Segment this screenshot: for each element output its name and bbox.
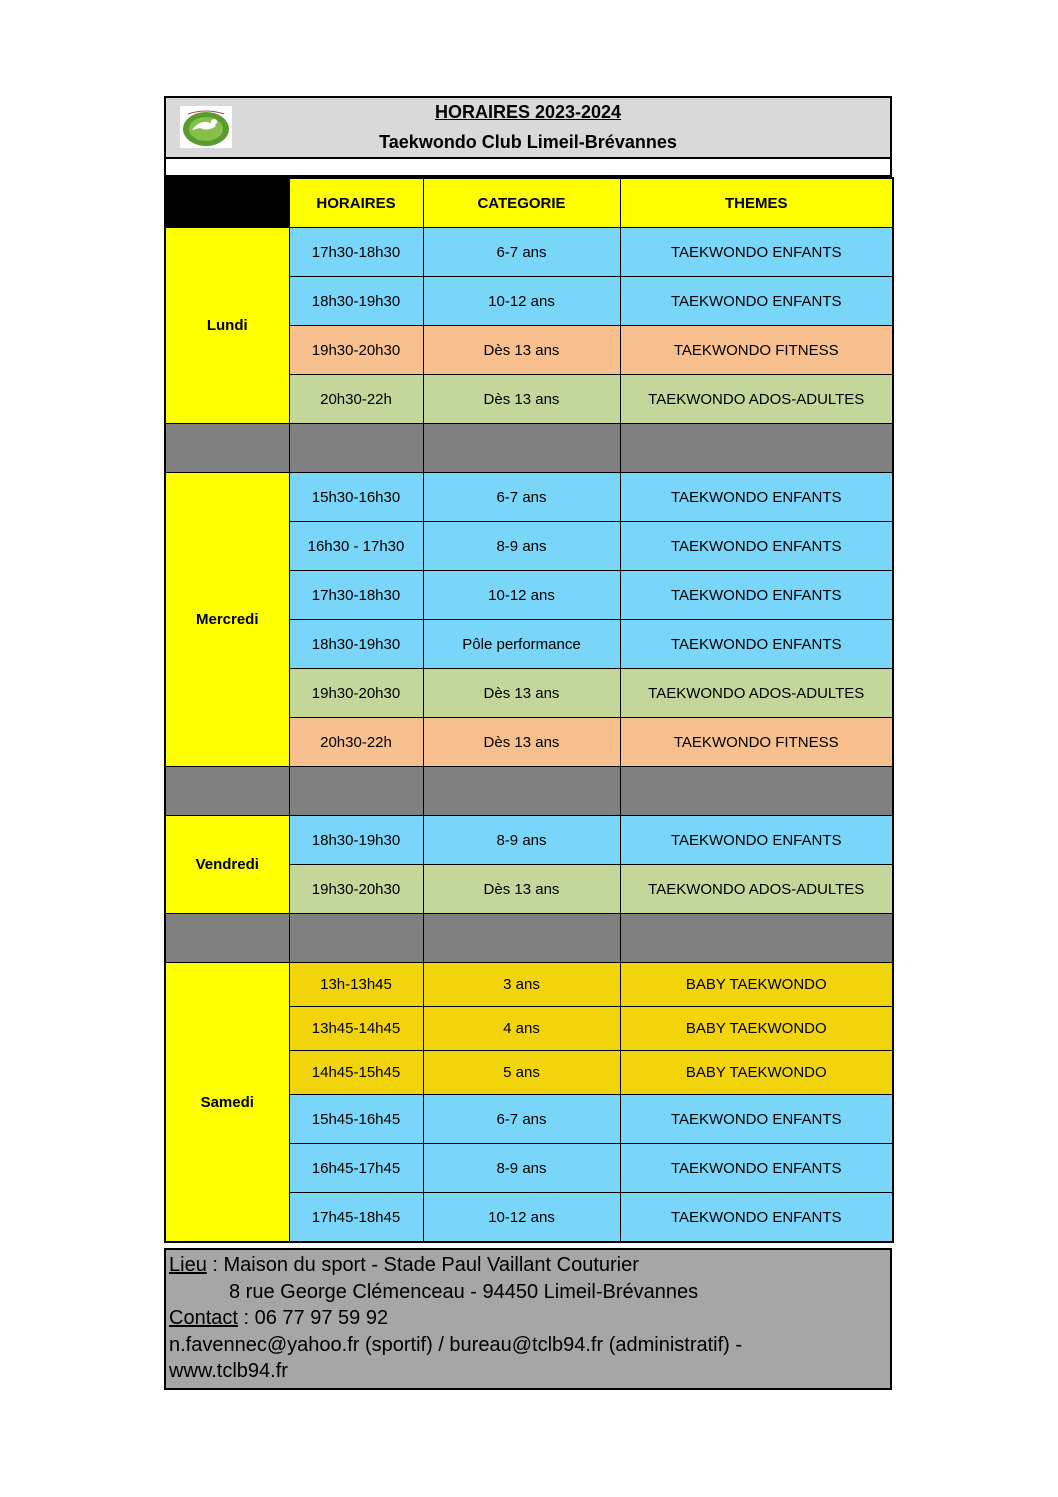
column-header-themes: THEMES <box>620 178 893 228</box>
category-cell: 8-9 ans <box>423 522 620 571</box>
time-cell: 15h30-16h30 <box>289 473 423 522</box>
category-cell: 6-7 ans <box>423 473 620 522</box>
theme-cell: BABY TAEKWONDO <box>620 963 893 1007</box>
day-cell-mercredi: Mercredi <box>165 473 289 767</box>
category-cell: Dès 13 ans <box>423 669 620 718</box>
column-header-horaires: HORAIRES <box>289 178 423 228</box>
time-cell: 18h30-19h30 <box>289 277 423 326</box>
separator-cell <box>289 914 423 963</box>
category-cell: 10-12 ans <box>423 277 620 326</box>
separator-cell <box>289 767 423 816</box>
schedule-sheet <box>164 96 892 1390</box>
day-cell-vendredi: Vendredi <box>165 816 289 914</box>
theme-cell: TAEKWONDO ENFANTS <box>620 277 893 326</box>
category-cell: 8-9 ans <box>423 1144 620 1193</box>
separator-cell <box>165 767 289 816</box>
footer-info <box>164 1248 892 1390</box>
separator-cell <box>620 914 893 963</box>
header <box>164 96 892 159</box>
theme-cell: TAEKWONDO ENFANTS <box>620 1193 893 1243</box>
time-cell: 14h45-15h45 <box>289 1051 423 1095</box>
separator-cell <box>423 914 620 963</box>
time-cell: 13h45-14h45 <box>289 1007 423 1051</box>
lieu-label: Lieu <box>169 1254 207 1276</box>
table-row <box>165 228 893 277</box>
day-cell-samedi: Samedi <box>165 963 289 1243</box>
header-corner-cell <box>165 178 289 228</box>
time-cell: 16h45-17h45 <box>289 1144 423 1193</box>
footer-emails: n.favennec@yahoo.fr (sportif) / bureau@tclb94.fr (administratif) - <box>169 1333 743 1356</box>
contact-value: : 06 77 97 59 92 <box>237 1307 389 1329</box>
table-row <box>165 963 893 1007</box>
separator-row <box>165 914 893 963</box>
header-spacer <box>164 159 892 177</box>
theme-cell: TAEKWONDO ENFANTS <box>620 522 893 571</box>
separator-cell <box>165 914 289 963</box>
separator-cell <box>620 424 893 473</box>
separator-cell <box>423 424 620 473</box>
theme-cell: TAEKWONDO ENFANTS <box>620 228 893 277</box>
footer-website: www.tclb94.fr <box>169 1360 288 1382</box>
schedule-table <box>164 177 894 1243</box>
theme-cell: TAEKWONDO ENFANTS <box>620 1144 893 1193</box>
time-cell: 13h-13h45 <box>289 963 423 1007</box>
footer-address: 8 rue George Clémenceau - 94450 Limeil-Brévannes <box>229 1280 699 1303</box>
footer-lieu-line <box>169 1252 887 1279</box>
theme-cell: TAEKWONDO ENFANTS <box>620 620 893 669</box>
separator-row <box>165 424 893 473</box>
category-cell: Dès 13 ans <box>423 326 620 375</box>
theme-cell: TAEKWONDO ADOS-ADULTES <box>620 375 893 424</box>
category-cell: 5 ans <box>423 1051 620 1095</box>
category-cell: 4 ans <box>423 1007 620 1051</box>
theme-cell: TAEKWONDO ENFANTS <box>620 816 893 865</box>
theme-cell: TAEKWONDO FITNESS <box>620 326 893 375</box>
theme-cell: BABY TAEKWONDO <box>620 1007 893 1051</box>
category-cell: Dès 13 ans <box>423 718 620 767</box>
category-cell: 10-12 ans <box>423 571 620 620</box>
time-cell: 17h30-18h30 <box>289 228 423 277</box>
category-cell: 3 ans <box>423 963 620 1007</box>
theme-cell: TAEKWONDO ENFANTS <box>620 1095 893 1144</box>
time-cell: 18h30-19h30 <box>289 620 423 669</box>
day-cell-lundi: Lundi <box>165 228 289 424</box>
lieu-value: : Maison du sport - Stade Paul Vaillant Couturier <box>206 1254 639 1276</box>
time-cell: 15h45-16h45 <box>289 1095 423 1144</box>
category-cell: 6-7 ans <box>423 228 620 277</box>
separator-cell <box>289 424 423 473</box>
time-cell: 20h30-22h <box>289 718 423 767</box>
category-cell: 6-7 ans <box>423 1095 620 1144</box>
separator-cell <box>620 767 893 816</box>
column-header-categorie: CATEGORIE <box>423 178 620 228</box>
table-header-row <box>165 178 893 228</box>
theme-cell: TAEKWONDO FITNESS <box>620 718 893 767</box>
theme-cell: TAEKWONDO ENFANTS <box>620 571 893 620</box>
category-cell: 8-9 ans <box>423 816 620 865</box>
time-cell: 19h30-20h30 <box>289 326 423 375</box>
time-cell: 20h30-22h <box>289 375 423 424</box>
time-cell: 17h45-18h45 <box>289 1193 423 1243</box>
category-cell: Pôle performance <box>423 620 620 669</box>
category-cell: 10-12 ans <box>423 1193 620 1243</box>
separator-cell <box>423 767 620 816</box>
time-cell: 19h30-20h30 <box>289 865 423 914</box>
category-cell: Dès 13 ans <box>423 865 620 914</box>
footer-contact-line <box>169 1305 887 1332</box>
schedule-body <box>165 228 893 1243</box>
separator-cell <box>165 424 289 473</box>
page-title: HORAIRES 2023-2024 <box>434 102 622 122</box>
time-cell: 19h30-20h30 <box>289 669 423 718</box>
contact-label: Contact <box>169 1307 238 1329</box>
theme-cell: TAEKWONDO ADOS-ADULTES <box>620 865 893 914</box>
theme-cell: TAEKWONDO ADOS-ADULTES <box>620 669 893 718</box>
time-cell: 16h30 - 17h30 <box>289 522 423 571</box>
time-cell: 17h30-18h30 <box>289 571 423 620</box>
category-cell: Dès 13 ans <box>423 375 620 424</box>
separator-row <box>165 767 893 816</box>
theme-cell: TAEKWONDO ENFANTS <box>620 473 893 522</box>
table-row <box>165 473 893 522</box>
table-row <box>165 816 893 865</box>
time-cell: 18h30-19h30 <box>289 816 423 865</box>
club-name: Taekwondo Club Limeil-Brévannes <box>379 132 677 152</box>
theme-cell: BABY TAEKWONDO <box>620 1051 893 1095</box>
